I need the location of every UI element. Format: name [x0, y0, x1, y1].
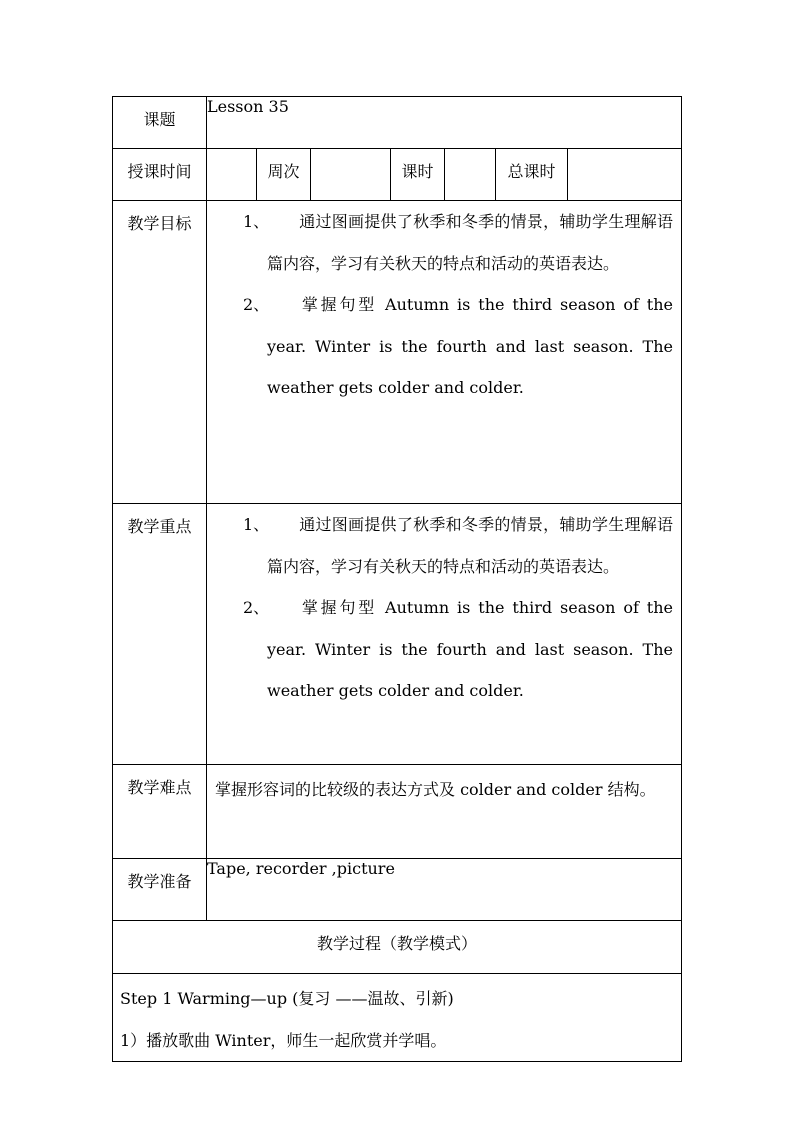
period-label: 课时 [391, 149, 445, 201]
objectives-row [113, 201, 682, 504]
preparation-row [113, 859, 682, 921]
total-value [568, 149, 682, 201]
topic-row [113, 97, 682, 149]
objective-item [207, 284, 681, 409]
key-points-list [207, 504, 681, 712]
objective-text: 掌握句型 Autumn is the third season of the year. Winter is the fourth and last season. The weather gets colder and colder. [267, 295, 673, 397]
step-row [113, 974, 682, 1062]
key-point-text: 通过图画提供了秋季和冬季的情景，辅助学生理解语篇内容，学习有关秋天的特点和活动的英语表达。 [267, 515, 673, 576]
objectives-content [207, 201, 682, 504]
difficulties-row [113, 765, 682, 859]
objectives-list [207, 201, 681, 409]
objective-text: 通过图画提供了秋季和冬季的情景，辅助学生理解语篇内容，学习有关秋天的特点和活动的英语表达。 [267, 212, 673, 273]
objective-item [207, 201, 681, 284]
objective-number: 2、 [243, 295, 270, 314]
step1-title: Step 1 Warming—up (复习 ——温故、引新) [120, 989, 454, 1008]
difficulties-content [207, 765, 682, 859]
key-point-item [207, 504, 681, 587]
process-title-row [113, 921, 682, 974]
key-points-label: 教学重点 [113, 504, 207, 765]
step1-item: 1）播放歌曲 Winter，师生一起欣赏并学唱。 [120, 1030, 447, 1050]
period-value [445, 149, 496, 201]
preparation-text: Tape, recorder ,picture [207, 859, 682, 921]
key-point-number: 1、 [243, 515, 270, 534]
difficulties-label: 教学难点 [113, 765, 207, 859]
process-title: 教学过程（教学模式） [113, 921, 682, 974]
objectives-label: 教学目标 [113, 201, 207, 504]
schedule-row [113, 149, 682, 201]
time-value [207, 149, 257, 201]
key-points-content [207, 504, 682, 765]
key-points-row [113, 504, 682, 765]
topic-value: Lesson 35 [207, 97, 682, 149]
preparation-label: 教学准备 [113, 859, 207, 921]
lesson-plan-table [112, 96, 682, 1062]
week-value [311, 149, 391, 201]
week-label: 周次 [257, 149, 311, 201]
objective-number: 1、 [243, 212, 270, 231]
step-content [113, 974, 682, 1062]
key-point-text: 掌握句型 Autumn is the third season of the year. Winter is the fourth and last season. The weather gets colder and colder. [267, 598, 673, 700]
total-label: 总课时 [496, 149, 568, 201]
key-point-item [207, 587, 681, 712]
time-label: 授课时间 [113, 149, 207, 201]
difficulties-text: 掌握形容词的比较级的表达方式及 colder and colder 结构。 [215, 780, 656, 799]
key-point-number: 2、 [243, 598, 270, 617]
topic-label: 课题 [113, 97, 207, 149]
